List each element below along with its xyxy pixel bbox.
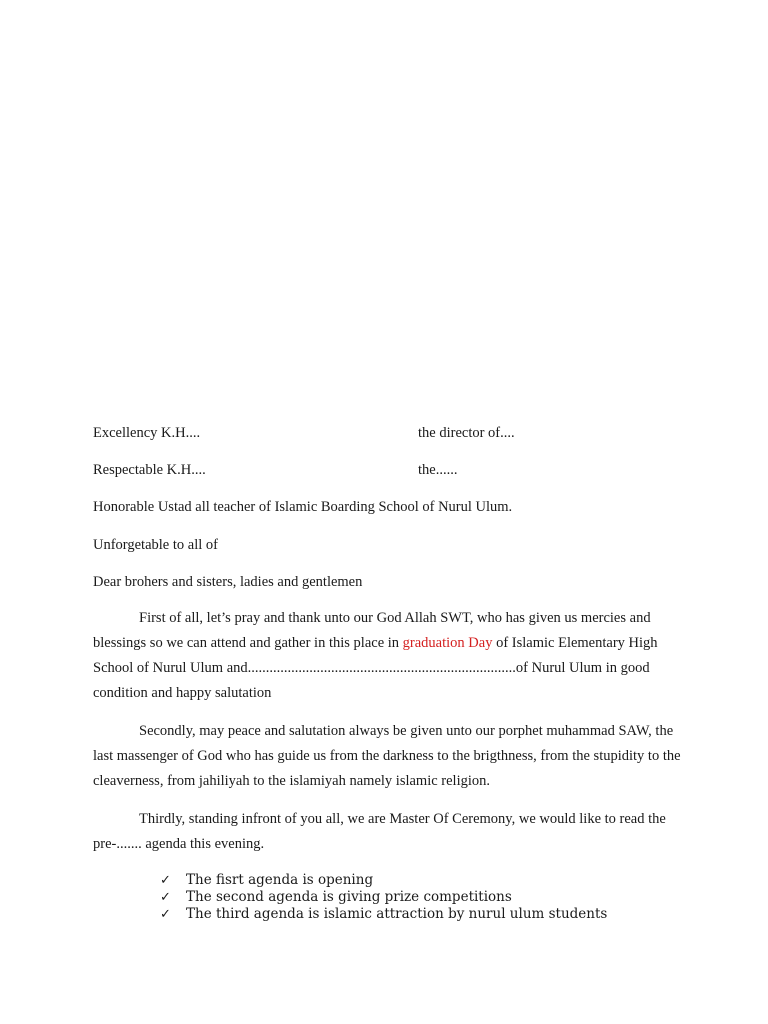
- paragraph-third-text: Thirdly, standing infront of you all, we are Master Of Ceremony, we would like to read the pre-....... agenda this evening.: [93, 811, 666, 852]
- checkmark-icon: ✓: [160, 907, 171, 922]
- checkmark-icon: ✓: [160, 873, 171, 888]
- paragraph-first: [93, 606, 683, 706]
- salutation-dear: Dear brohers and sisters, ladies and gentlemen: [93, 574, 363, 590]
- salutation-excellency-role: the director of....: [418, 425, 515, 441]
- list-item: [160, 906, 607, 923]
- paragraph-second-text: Secondly, may peace and salutation always be given unto our porphet muhammad SAW, the last massenger of God who has guide us from the darkness to the brigthness, from the stupidity to the cleaverness, from jahiliyah to the islamiyah namely islamic religion.: [93, 723, 681, 789]
- paragraph-third: [93, 807, 683, 857]
- paragraph-second: [93, 719, 683, 794]
- list-item: [160, 889, 607, 906]
- agenda-item-text: The third agenda is islamic attraction by nurul ulum students: [186, 906, 608, 922]
- salutation-respectable: Respectable K.H....: [93, 462, 206, 478]
- salutation-respectable-role: the......: [418, 462, 458, 478]
- agenda-list: [160, 872, 607, 923]
- paragraph-first-text: First of all, let’s pray and thank unto our God Allah SWT, who has given us mercies and blessings so we can attend and gather in this place in: [93, 610, 651, 651]
- salutation-honorable: Honorable Ustad all teacher of Islamic Boarding School of Nurul Ulum.: [93, 499, 513, 515]
- salutation-excellency: Excellency K.H....: [93, 425, 201, 441]
- graduation-day-highlight: graduation Day: [402, 635, 493, 651]
- paragraph-first-text-end: of Islamic Elementary High School of Nurul Ulum and..........................................................................of Nurul Ulum in good condition and happy salutation: [93, 635, 658, 701]
- list-item: [160, 872, 607, 889]
- agenda-item-text: The fisrt agenda is opening: [186, 872, 374, 888]
- checkmark-icon: ✓: [160, 890, 171, 905]
- agenda-item-text: The second agenda is giving prize competitions: [186, 889, 512, 905]
- salutation-unforgetable: Unforgetable to all of: [93, 537, 218, 553]
